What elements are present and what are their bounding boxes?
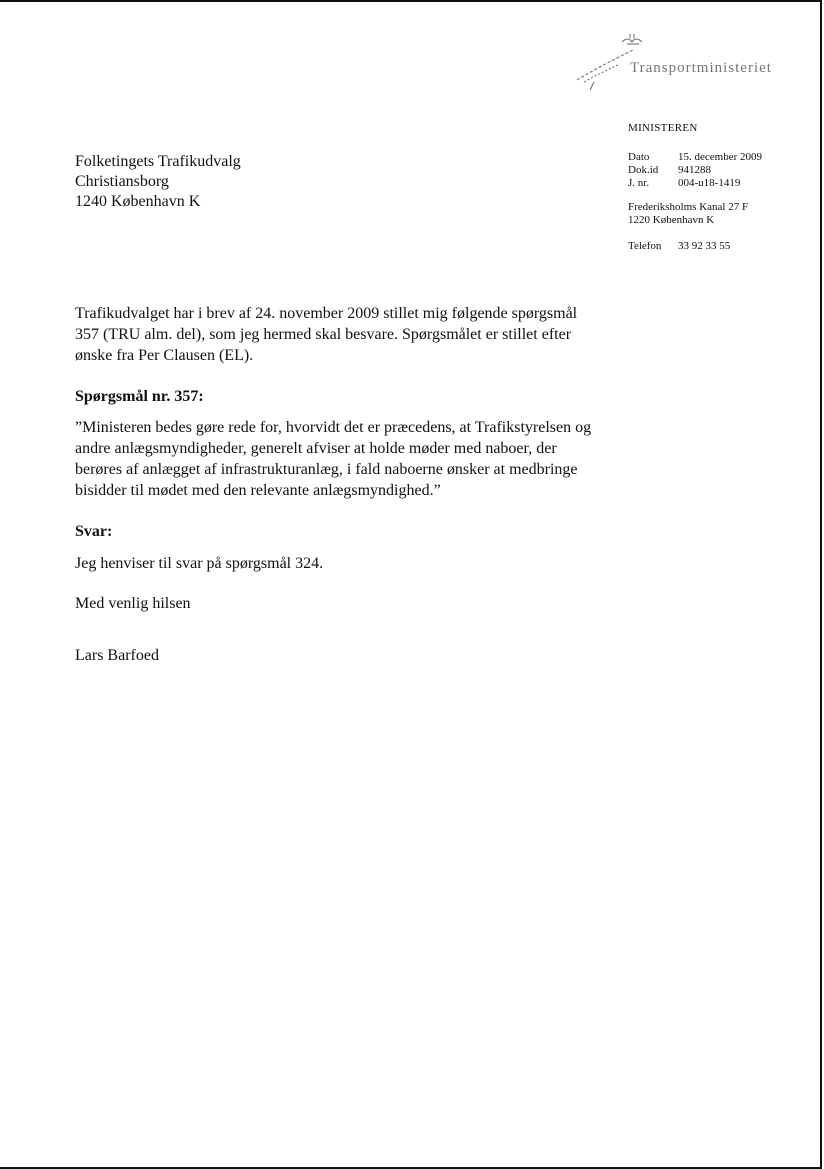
letter-metadata <box>628 151 762 190</box>
sender-address-line1: Frederiksholms Kanal 27 F <box>628 201 749 213</box>
sender-address <box>628 201 748 227</box>
jnr-value: 004-u18-1419 <box>678 177 741 189</box>
phone-label: Telefon <box>628 240 662 252</box>
date-value: 15. december 2009 <box>678 151 762 163</box>
signature-name: Lars Barfoed <box>75 647 159 664</box>
dokid-row <box>628 164 762 177</box>
sender-address-line2: 1220 København K <box>628 214 715 226</box>
date-label: Dato <box>628 151 650 163</box>
phone-row <box>628 240 730 252</box>
answer-heading: Svar: <box>75 523 113 540</box>
sender-title: MINISTEREN <box>628 122 698 134</box>
jnr-label: J. nr. <box>628 177 650 189</box>
dokid-value: 941288 <box>678 164 711 176</box>
question-heading: Spørgsmål nr. 357: <box>75 388 204 405</box>
dokid-label: Dok.id <box>628 164 659 176</box>
answer-text: Jeg henviser til svar på spørgsmål 324. <box>75 555 324 572</box>
phone-value: 33 92 33 55 <box>678 240 731 252</box>
question-text: ”Ministeren bedes gøre rede for, hvorvidt det er præcedens, at Trafikstyrelsen og andre anlægsmyndigheder, generelt afviser at holde møder med naboer, der berøres af anlægget af infrastrukturanlæg, i fald naboerne ønsker at medbringe bisidder til mødet med den relevante anlægsmyndighed.” <box>75 419 592 499</box>
jnr-row <box>628 177 762 190</box>
recipient-line2: Christiansborg <box>75 173 169 190</box>
ministry-logo-text: Transportministeriet <box>630 60 772 76</box>
date-row <box>628 151 762 164</box>
recipient-line3: 1240 København K <box>75 193 201 210</box>
recipient-line1: Folketingets Trafikudvalg <box>75 153 241 170</box>
letter-body <box>75 303 595 666</box>
intro-paragraph: Trafikudvalget har i brev af 24. november 2009 stillet mig følgende spørgsmål 357 (TRU alm. del), som jeg hermed skal besvare. Spørgsmålet er stillet efter ønske fra Per Clausen (EL). <box>75 305 578 364</box>
closing-greeting: Med venlig hilsen <box>75 595 191 612</box>
recipient-address <box>75 152 241 212</box>
